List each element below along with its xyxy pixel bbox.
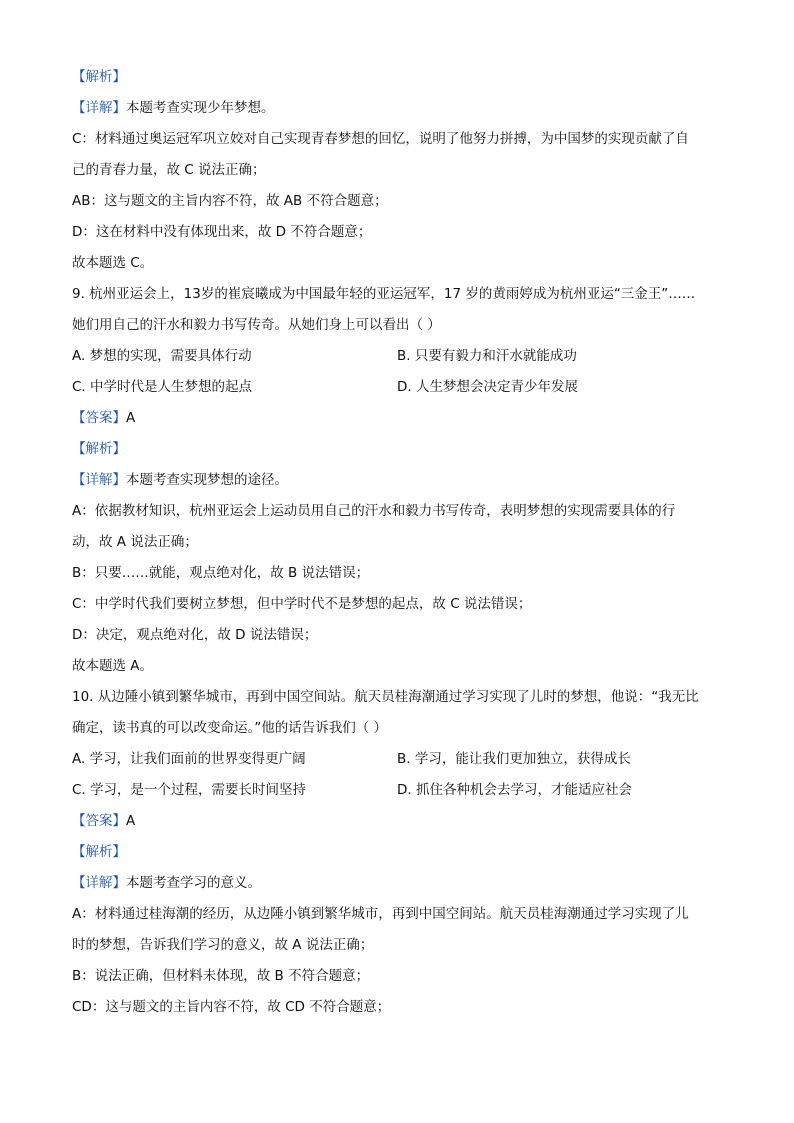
detail-tag: 【详解】 (72, 472, 126, 488)
option-d: D. 人生梦想会决定青少年发展 (397, 379, 578, 395)
answer-line (72, 403, 722, 434)
option-b: B. 学习，能让我们更加独立，获得成长 (397, 751, 631, 767)
explanation-line: CD：这与题文的主旨内容不符，故 CD 不符合题意； (72, 999, 391, 1015)
explanation-line: D：决定，观点绝对化，故 D 说法错误； (72, 627, 318, 643)
analysis-tag: 【解析】 (72, 441, 126, 457)
analysis-heading (72, 62, 722, 93)
option-a: A. 梦想的实现，需要具体行动 (72, 348, 252, 364)
answer-tag: 【答案】 (72, 410, 126, 426)
explanation-line: A：依据教材知识，杭州亚运会上运动员用自己的汗水和毅力书写传奇，表明梦想的实现需要具体的行 (72, 503, 676, 519)
detail-tag: 【详解】 (72, 875, 126, 891)
analysis-heading (72, 837, 722, 868)
detail-line (72, 868, 722, 899)
question-10-stem-cont: 确定，读书真的可以改变命运。”他的话告诉我们（ ） (72, 720, 388, 736)
analysis-heading (72, 434, 722, 465)
explanation-line: 时的梦想，告诉我们学习的意义，故 A 说法正确； (72, 937, 374, 953)
answer-value: A (126, 410, 136, 426)
detail-tag: 【详解】 (72, 100, 126, 116)
analysis-tag: 【解析】 (72, 844, 126, 860)
explanation-line: D：这在材料中没有体现出来，故 D 不符合题意； (72, 224, 372, 240)
explanation-line: B：说法正确，但材料未体现，故 B 不符合题意； (72, 968, 370, 984)
explanation-line: 动，故 A 说法正确； (72, 534, 198, 550)
explanation-line: 己的青春力量，故 C 说法正确； (72, 162, 266, 178)
conclusion-line: 故本题选 A。 (72, 658, 154, 674)
question-9-stem: 9. 杭州亚运会上，13岁的崔宸曦成为中国最年轻的亚运冠军，17 岁的黄雨婷成为杭州亚运“三金王”…… (72, 286, 696, 302)
explanation-line: B：只要……就能，观点绝对化，故 B 说法错误； (72, 565, 370, 581)
option-c: C. 学习，是一个过程，需要长时间坚持 (72, 782, 307, 798)
option-c: C. 中学时代是人生梦想的起点 (72, 379, 253, 395)
answer-tag: 【答案】 (72, 813, 126, 829)
question-9-options-row-1 (72, 341, 722, 372)
detail-line (72, 93, 722, 124)
explanation-line: AB：这与题文的主旨内容不符，故 AB 不符合题意； (72, 193, 388, 209)
answer-line (72, 806, 722, 837)
question-9-options-row-2 (72, 372, 722, 403)
question-10-options-row-2 (72, 775, 722, 806)
detail-text: 本题考查实现梦想的途径。 (126, 472, 288, 488)
question-10-stem: 10. 从边陲小镇到繁华城市，再到中国空间站。航天员桂海潮通过学习实现了儿时的梦想，他说：“我无比 (72, 689, 699, 705)
explanation-line: A：材料通过桂海潮的经历，从边陲小镇到繁华城市，再到中国空间站。航天员桂海潮通过学习实现了儿 (72, 906, 689, 922)
explanation-line: C：材料通过奥运冠军巩立姣对自己实现青春梦想的回忆，说明了他努力拼搏，为中国梦的实现贡献了自 (72, 131, 689, 147)
question-9-stem-cont: 她们用自己的汗水和毅力书写传奇。从她们身上可以看出（ ） (72, 317, 441, 333)
answer-value: A (126, 813, 136, 829)
conclusion-line: 故本题选 C。 (72, 255, 154, 271)
detail-text: 本题考查实现少年梦想。 (126, 100, 275, 116)
question-10-options-row-1 (72, 744, 722, 775)
explanation-line: C：中学时代我们要树立梦想，但中学时代不是梦想的起点，故 C 说法错误； (72, 596, 532, 612)
detail-text: 本题考查学习的意义。 (126, 875, 261, 891)
option-d: D. 抓住各种机会去学习，才能适应社会 (397, 782, 632, 798)
option-a: A. 学习，让我们面前的世界变得更广阔 (72, 751, 306, 767)
document-page (72, 62, 722, 1023)
analysis-tag: 【解析】 (72, 69, 126, 85)
detail-line (72, 465, 722, 496)
option-b: B. 只要有毅力和汗水就能成功 (397, 348, 577, 364)
